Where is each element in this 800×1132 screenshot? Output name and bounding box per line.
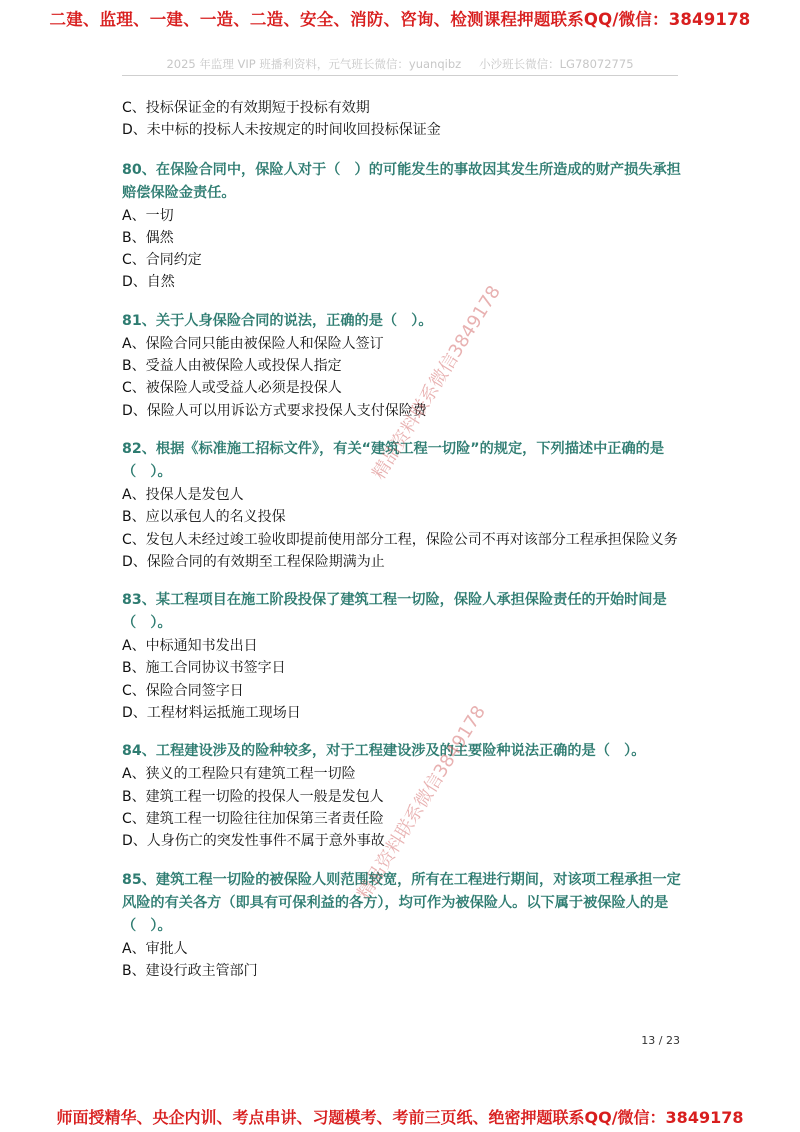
top-promo-banner: 二建、监理、一建、一造、二造、安全、消防、咨询、检测课程押题联系QQ/微信：3849178: [49, 10, 751, 29]
option: D、自然: [122, 274, 175, 291]
subheader-left: 2025 年监理 VIP 班播利资料，元气班长微信：yuanqibz: [166, 57, 462, 71]
option: A、投保人是发包人: [122, 486, 244, 503]
question-82: 82、根据《标准施工招标文件》，有关“建筑工程一切险”的规定，下列描述中正确的是（ ）。: [122, 440, 665, 480]
option: C、发包人未经过竣工验收即提前使用部分工程，保险公司不再对该部分工程承担保险义务: [122, 531, 678, 548]
prev-option-d: D、未中标的投标人未按规定的时间收回投标保证金: [122, 122, 441, 139]
question-81: 81、关于人身保险合同的说法，正确的是（ ）。: [122, 312, 433, 329]
option: C、保险合同签字日: [122, 682, 244, 699]
option: A、中标通知书发出日: [122, 638, 258, 655]
option: A、审批人: [122, 940, 188, 957]
option: B、建设行政主管部门: [122, 962, 258, 979]
prev-option-c: C、投标保证金的有效期短于投标有效期: [122, 100, 370, 116]
option: A、一切: [122, 207, 174, 224]
header-divider: [122, 75, 678, 76]
option: D、保险合同的有效期至工程保险期满为止: [122, 553, 385, 570]
option: B、偶然: [122, 229, 174, 246]
page-subheader: [122, 56, 678, 72]
question-80: 80、在保险合同中，保险人对于（ ）的可能发生的事故因其发生所造成的财产损失承担赔偿保险金责任。: [122, 161, 681, 201]
bottom-promo-banner: 师面授精华、央企内训、考点串讲、习题模考、考前三页纸、绝密押题联系QQ/微信：3849178: [56, 1108, 744, 1127]
option: A、保险合同只能由被保险人和保险人签订: [122, 335, 384, 352]
option: D、工程材料运抵施工现场日: [122, 705, 301, 722]
watermark: 精品资料联系微信3849178: [368, 282, 505, 484]
option: C、合同约定: [122, 252, 202, 269]
option: C、建筑工程一切险往往加保第三者责任险: [122, 810, 384, 827]
option: B、受益人由被保险人或投保人指定: [122, 358, 342, 375]
option: B、施工合同协议书签字日: [122, 660, 286, 677]
watermark: 精品资料联系微信3849178: [353, 702, 490, 904]
question-85: 85、建筑工程一切险的被保险人则范围较宽，所有在工程进行期间，对该项工程承担一定风险的有关各方（即具有可保利益的各方），均可作为被保险人。以下属于被保险人的是（ ）。: [122, 871, 681, 934]
option: B、应以承包人的名义投保: [122, 509, 286, 526]
page-number: 13 / 23: [641, 1034, 680, 1047]
option: A、狭义的工程险只有建筑工程一切险: [122, 766, 356, 783]
question-83: 83、某工程项目在施工阶段投保了建筑工程一切险，保险人承担保险责任的开始时间是（ ）。: [122, 592, 667, 632]
option: B、建筑工程一切险的投保人一般是发包人: [122, 788, 384, 805]
option: C、被保险人或受益人必须是投保人: [122, 380, 342, 397]
option: D、人身伤亡的突发性事件不属于意外事故: [122, 833, 385, 850]
question-84: 84、工程建设涉及的险种较多，对于工程建设涉及的主要险种说法正确的是（ ）。: [122, 743, 646, 760]
subheader-right: 小沙班长微信：LG78072775: [479, 57, 634, 71]
option: D、保险人可以用诉讼方式要求投保人支付保险费: [122, 402, 427, 419]
